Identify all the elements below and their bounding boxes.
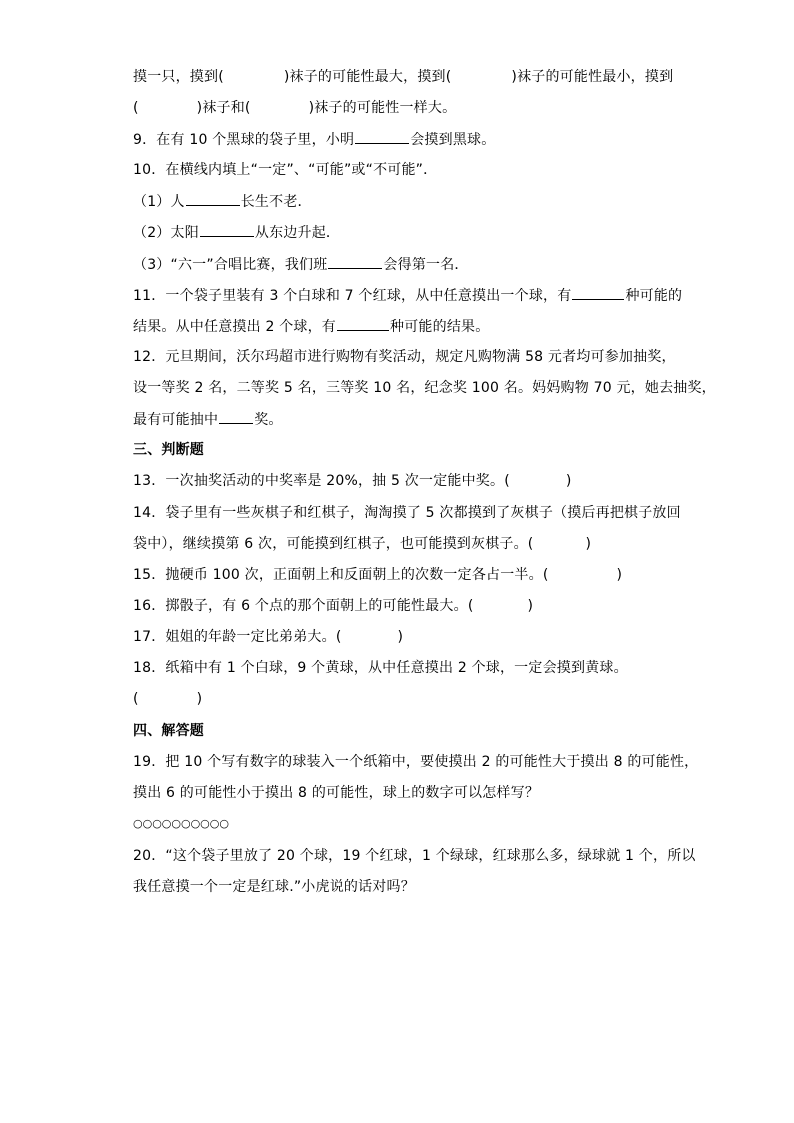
text: 种可能的 [625,288,683,304]
question-10 [133,161,437,179]
text: 10．在横线内填上“一定”、“可能”或“不可能”． [133,162,438,178]
text: 15．抛硬币 100 次，正面朝上和反面朝上的次数一定各占一半。( [133,567,549,583]
text: 摸一只，摸到( [133,69,224,85]
question-12-line-1 [133,348,676,366]
text: 摸出 6 的可能性小于摸出 8 的可能性，球上的数字可以怎样写？ [133,785,540,801]
answer-blank[interactable] [355,130,409,144]
text: 20．“这个袋子里放了 20 个球，19 个红球，1 个绿球，红球那么多，绿球就 1 个，所以 [133,848,696,864]
text: 长生不老． [240,194,312,210]
answer-blank[interactable] [572,286,624,300]
section-3-heading [133,441,204,459]
text: ) [196,691,203,707]
text: ) [527,598,534,614]
question-11-line-2 [133,317,489,336]
text: 四、解答题 [133,723,204,739]
question-19-circles [133,815,229,833]
question-8-line-2 [133,99,456,117]
text: 设一等奖 2 名，二等奖 5 名，三等奖 10 名，纪念奖 100 名。妈妈购物 70 元，她去抽奖， [133,380,716,396]
text: ) [397,629,404,645]
question-19-line-2 [133,784,539,802]
text: )袜子的可能性一样大。 [308,100,457,116]
text: ) [565,473,572,489]
text: 19．把 10 个写有数字的球装入一个纸箱中，要使摸出 2 的可能性大于摸出 8 的可能性， [133,754,699,770]
text: ) [616,567,623,583]
question-15 [133,566,622,584]
text: 最有可能抽中 [133,412,219,428]
text: ○○○○○○○○○○ [133,817,229,830]
text: 种可能的结果。 [390,319,490,335]
text: )袜子和( [196,100,251,116]
text: )袜子的可能性最大，摸到( [283,69,452,85]
question-16 [133,597,533,615]
text: ( [133,100,139,116]
question-11-line-1 [133,286,682,305]
text: 12．元旦期间，沃尔玛超市进行购物有奖活动，规定凡购物满 58 元者均可参加抽奖， [133,349,676,365]
text: 14．袋子里有一些灰棋子和红棋子，淘淘摸了 5 次都摸到了灰棋子（摸后再把棋子放回 [133,505,681,521]
text: 我任意摸一个一定是红球.”小虎说的话对吗？ [133,879,415,895]
answer-blank[interactable] [337,317,389,331]
text: ( [133,691,139,707]
text: （3）“六一”合唱比赛，我们班 [133,257,328,273]
text: 会得第一名． [383,257,469,273]
section-4-heading [133,722,204,740]
text: )袜子的可能性最小，摸到 [511,69,674,85]
answer-blank[interactable] [186,192,240,206]
question-12-line-2 [133,379,716,397]
question-12-line-3 [133,410,283,429]
question-14-line-2 [133,535,591,553]
answer-blank[interactable] [328,255,382,269]
question-20-line-2 [133,878,415,896]
text: 三、判断题 [133,442,204,458]
question-14-line-1 [133,504,681,522]
question-9 [133,130,495,149]
text: 16．掷骰子，有 6 个点的那个面朝上的可能性最大。( [133,598,474,614]
question-20-line-1 [133,847,696,865]
question-10-3 [133,255,469,274]
text: 袋中），继续摸第 6 次，可能摸到红棋子，也可能摸到灰棋子。( [133,536,534,552]
question-18 [133,659,628,677]
text: （1）人 [133,194,185,210]
text: 11．一个袋子里装有 3 个白球和 7 个红球，从中任意摸出一个球，有 [133,288,572,304]
question-8-line-1 [133,68,673,86]
text: 奖。 [254,412,283,428]
text: 18．纸箱中有 1 个白球，9 个黄球，从中任意摸出 2 个球，一定会摸到黄球。 [133,660,628,676]
question-17 [133,628,403,646]
answer-blank[interactable] [219,410,253,424]
text: 9．在有 10 个黑球的袋子里，小明 [133,132,355,148]
text: （2）太阳 [133,225,199,241]
question-13 [133,472,572,490]
question-10-2 [133,223,340,242]
text: 结果。从中任意摸出 2 个球，有 [133,319,337,335]
text: ) [585,536,592,552]
question-18-answer [133,690,202,708]
question-19-line-1 [133,753,698,771]
answer-blank[interactable] [200,223,254,237]
text: 从东边升起． [254,225,341,241]
text: 会摸到黑球。 [410,132,496,148]
text: 13．一次抽奖活动的中奖率是 20%，抽 5 次一定能中奖。( [133,473,510,489]
question-10-1 [133,192,312,211]
text: 17．姐姐的年龄一定比弟弟大。( [133,629,342,645]
